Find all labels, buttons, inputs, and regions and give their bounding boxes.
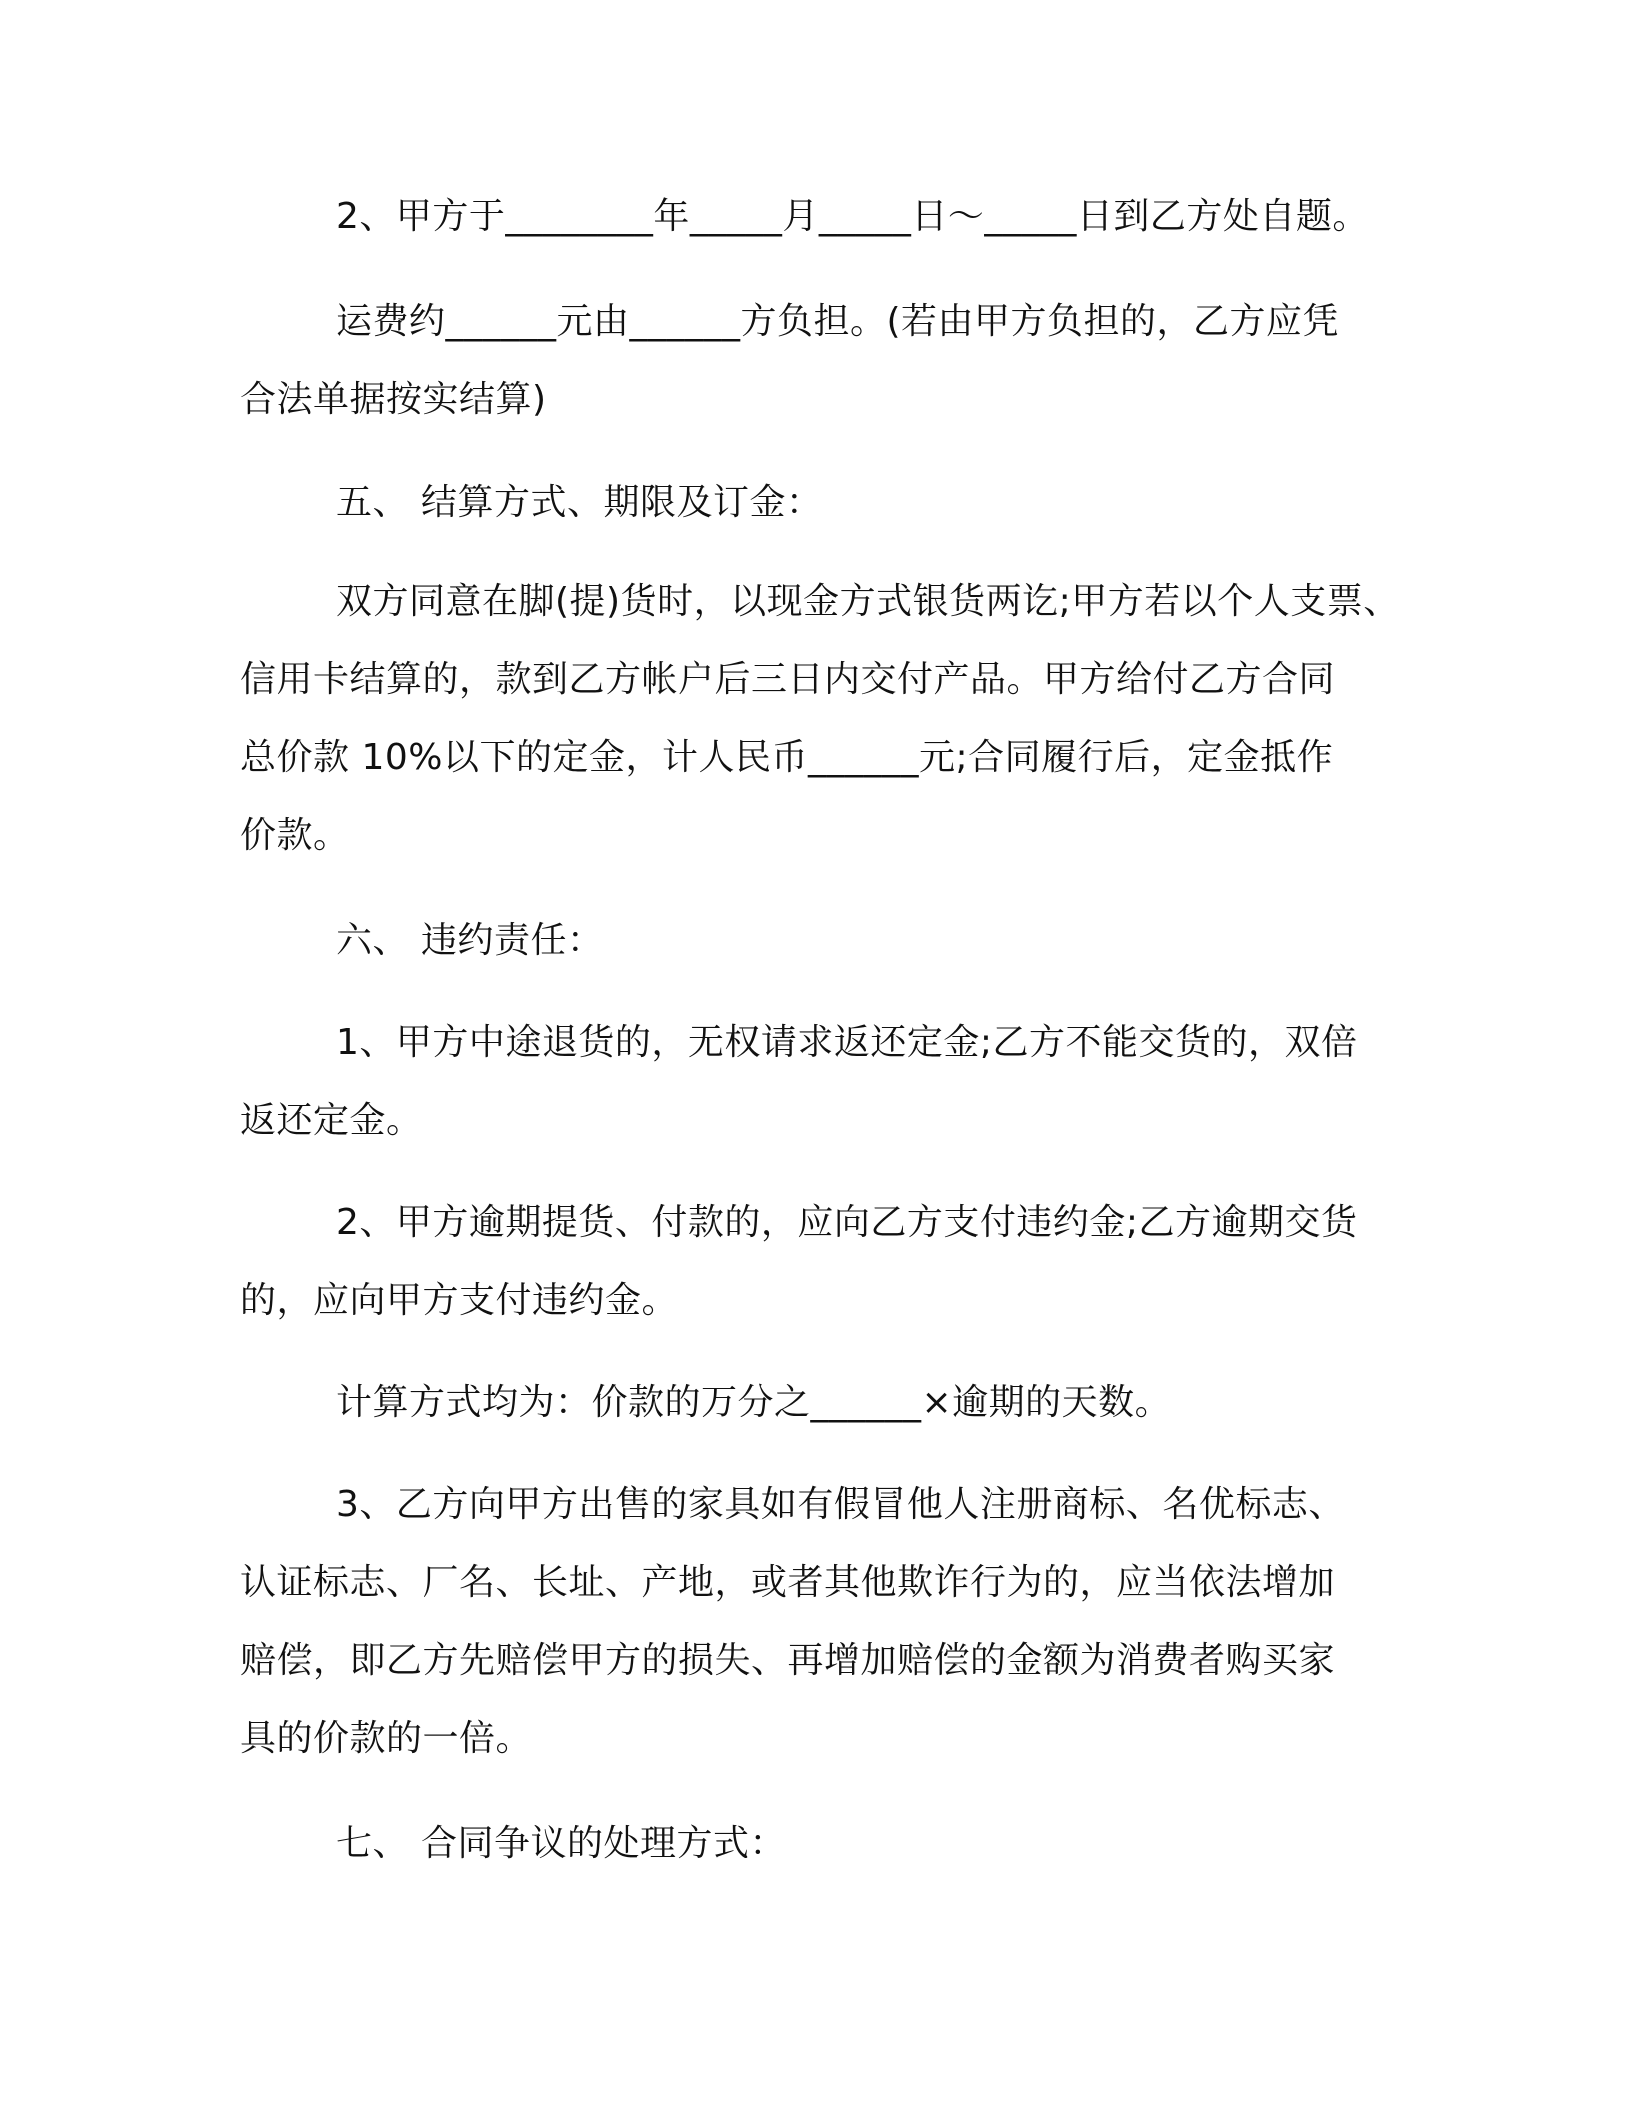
paragraph-line: 价款。: [240, 815, 350, 856]
heading-line: 七、 合同争议的处理方式：: [336, 1823, 786, 1864]
paragraph-liability-1: [240, 1004, 1390, 1160]
paragraph-line: 1、甲方中途退货的，无权请求返还定金;乙方不能交货的，双倍: [336, 1022, 1358, 1063]
paragraph-line: 3、乙方向甲方出售的家具如有假冒他人注册商标、名优标志、: [336, 1484, 1345, 1525]
paragraph-line: 认证标志、厂名、长址、产地，或者其他欺诈行为的，应当依法增加: [240, 1562, 1336, 1603]
paragraph-pickup-date: [240, 178, 1390, 256]
section-heading-dispute: [240, 1805, 1390, 1883]
paragraph-line: 运费约______元由______方负担。(若由甲方负担的，乙方应凭: [336, 301, 1340, 342]
paragraph-line: 总价款 10%以下的定金，计人民币______元;合同履行后，定金抵作: [240, 737, 1334, 778]
paragraph-line: 信用卡结算的，款到乙方帐户后三日内交付产品。甲方给付乙方合同: [240, 659, 1336, 700]
section-heading-settlement: [240, 464, 1390, 542]
paragraph-line: 双方同意在脚(提)货时，以现金方式银货两讫;甲方若以个人支票、: [336, 581, 1400, 622]
paragraph-liability-3: [240, 1466, 1390, 1778]
paragraph-line: 赔偿，即乙方先赔偿甲方的损失、再增加赔偿的金额为消费者购买家: [240, 1640, 1336, 1681]
paragraph-freight: [240, 283, 1390, 439]
paragraph-line: 2、甲方逾期提货、付款的，应向乙方支付违约金;乙方逾期交货: [336, 1202, 1358, 1243]
heading-line: 六、 违约责任：: [336, 920, 604, 961]
paragraph-line: 返还定金。: [240, 1100, 423, 1141]
paragraph-line: 计算方式均为：价款的万分之______×逾期的天数。: [336, 1382, 1172, 1423]
paragraph-settlement: [240, 563, 1400, 875]
heading-line: 五、 结算方式、期限及订金：: [336, 482, 823, 523]
paragraph-line: 合法单据按实结算): [240, 379, 547, 420]
paragraph-line: 具的价款的一倍。: [240, 1718, 533, 1759]
section-heading-liability: [240, 902, 1390, 980]
paragraph-line: 2、甲方于________年_____月_____日～_____日到乙方处自题。: [336, 196, 1369, 237]
paragraph-calculation: [240, 1364, 1390, 1442]
paragraph-line: 的，应向甲方支付违约金。: [240, 1280, 679, 1321]
paragraph-liability-2: [240, 1184, 1390, 1340]
